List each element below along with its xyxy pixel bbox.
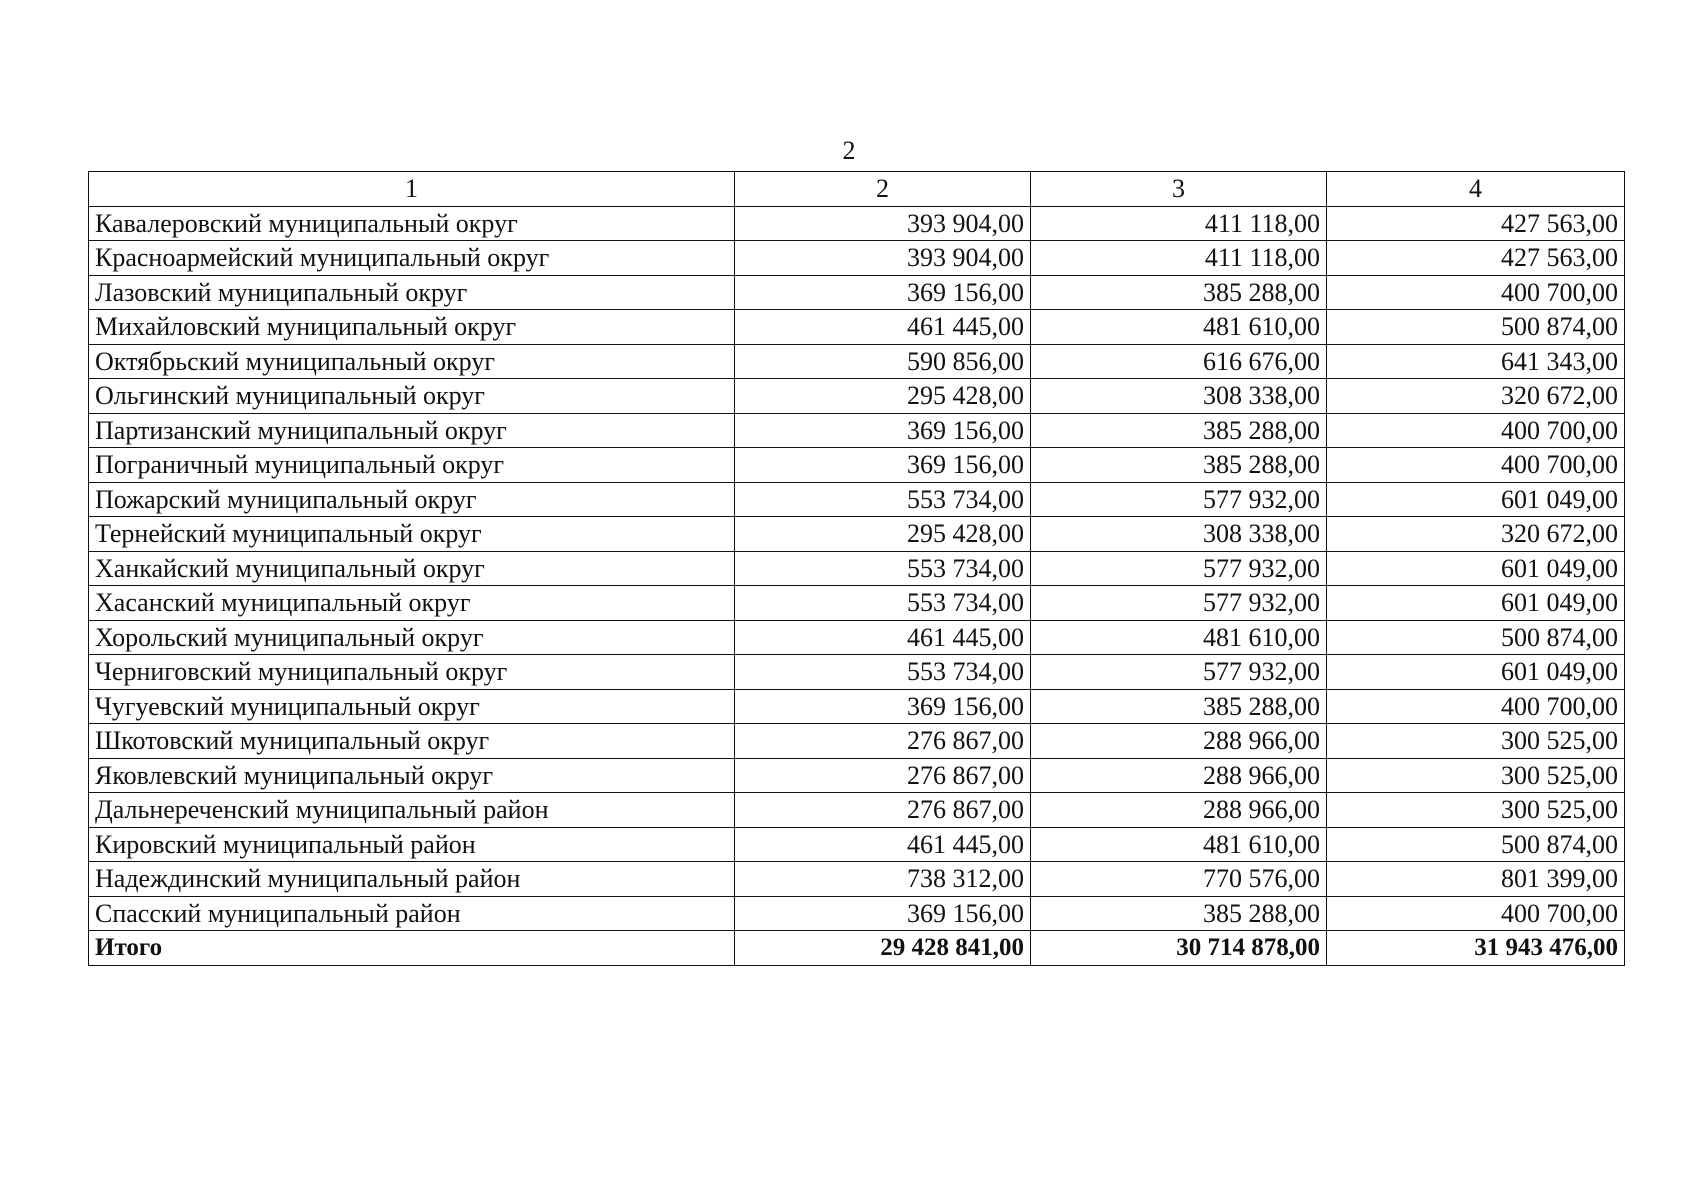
row-value-col2: 276 867,00 xyxy=(735,758,1031,793)
row-name-cell: Пожарский муниципальный округ xyxy=(89,482,735,517)
row-value-col4: 427 563,00 xyxy=(1327,206,1625,241)
table-body xyxy=(89,206,1625,965)
row-value-col2: 553 734,00 xyxy=(735,655,1031,690)
page-number: 2 xyxy=(842,136,856,165)
row-value-col3: 308 338,00 xyxy=(1031,517,1327,552)
column-header-1: 1 xyxy=(89,172,735,207)
row-name-cell: Итого xyxy=(89,931,735,966)
column-header-4: 4 xyxy=(1327,172,1625,207)
row-name-cell: Ольгинский муниципальный округ xyxy=(89,379,735,414)
total-row xyxy=(89,931,1625,966)
row-value-col2: 276 867,00 xyxy=(735,724,1031,759)
table-row xyxy=(89,827,1625,862)
table-row xyxy=(89,620,1625,655)
row-value-col3: 481 610,00 xyxy=(1031,620,1327,655)
row-value-col2: 393 904,00 xyxy=(735,241,1031,276)
row-value-col3: 577 932,00 xyxy=(1031,586,1327,621)
row-value-col4: 601 049,00 xyxy=(1327,586,1625,621)
row-name-cell: Кавалеровский муниципальный округ xyxy=(89,206,735,241)
row-name-cell: Яковлевский муниципальный округ xyxy=(89,758,735,793)
row-value-col2: 369 156,00 xyxy=(735,413,1031,448)
table-row xyxy=(89,551,1625,586)
row-name-cell: Спасский муниципальный район xyxy=(89,896,735,931)
table-row xyxy=(89,206,1625,241)
row-value-col4: 300 525,00 xyxy=(1327,724,1625,759)
table-row xyxy=(89,655,1625,690)
row-value-col3: 411 118,00 xyxy=(1031,241,1327,276)
table-row xyxy=(89,310,1625,345)
row-value-col4: 300 525,00 xyxy=(1327,758,1625,793)
table-header-row xyxy=(89,172,1625,207)
row-name-cell: Октябрьский муниципальный округ xyxy=(89,344,735,379)
row-value-col3: 616 676,00 xyxy=(1031,344,1327,379)
row-value-col2: 295 428,00 xyxy=(735,379,1031,414)
row-value-col4: 31 943 476,00 xyxy=(1327,931,1625,966)
row-value-col3: 577 932,00 xyxy=(1031,551,1327,586)
row-value-col2: 553 734,00 xyxy=(735,586,1031,621)
row-value-col2: 393 904,00 xyxy=(735,206,1031,241)
row-value-col3: 385 288,00 xyxy=(1031,448,1327,483)
table-row xyxy=(89,724,1625,759)
table-row xyxy=(89,689,1625,724)
table-row xyxy=(89,344,1625,379)
table-row xyxy=(89,241,1625,276)
row-value-col2: 553 734,00 xyxy=(735,482,1031,517)
row-value-col3: 385 288,00 xyxy=(1031,275,1327,310)
budget-table xyxy=(88,171,1625,966)
row-name-cell: Шкотовский муниципальный округ xyxy=(89,724,735,759)
row-value-col3: 577 932,00 xyxy=(1031,482,1327,517)
row-value-col4: 300 525,00 xyxy=(1327,793,1625,828)
row-value-col2: 369 156,00 xyxy=(735,896,1031,931)
row-value-col2: 369 156,00 xyxy=(735,448,1031,483)
table-row xyxy=(89,413,1625,448)
row-value-col3: 308 338,00 xyxy=(1031,379,1327,414)
row-value-col4: 427 563,00 xyxy=(1327,241,1625,276)
row-value-col3: 385 288,00 xyxy=(1031,413,1327,448)
row-name-cell: Черниговский муниципальный округ xyxy=(89,655,735,690)
row-value-col3: 288 966,00 xyxy=(1031,724,1327,759)
row-value-col4: 320 672,00 xyxy=(1327,379,1625,414)
row-value-col4: 320 672,00 xyxy=(1327,517,1625,552)
row-name-cell: Ханкайский муниципальный округ xyxy=(89,551,735,586)
column-header-3: 3 xyxy=(1031,172,1327,207)
row-value-col2: 461 445,00 xyxy=(735,827,1031,862)
row-name-cell: Дальнереченский муниципальный район xyxy=(89,793,735,828)
row-name-cell: Партизанский муниципальный округ xyxy=(89,413,735,448)
row-value-col2: 461 445,00 xyxy=(735,310,1031,345)
row-value-col3: 385 288,00 xyxy=(1031,896,1327,931)
row-name-cell: Тернейский муниципальный округ xyxy=(89,517,735,552)
row-value-col4: 400 700,00 xyxy=(1327,275,1625,310)
row-name-cell: Надеждинский муниципальный район xyxy=(89,862,735,897)
row-name-cell: Михайловский муниципальный округ xyxy=(89,310,735,345)
row-value-col4: 641 343,00 xyxy=(1327,344,1625,379)
row-value-col2: 738 312,00 xyxy=(735,862,1031,897)
row-value-col2: 369 156,00 xyxy=(735,689,1031,724)
row-value-col3: 577 932,00 xyxy=(1031,655,1327,690)
row-name-cell: Хасанский муниципальный округ xyxy=(89,586,735,621)
table-row xyxy=(89,586,1625,621)
row-value-col4: 500 874,00 xyxy=(1327,310,1625,345)
row-value-col3: 288 966,00 xyxy=(1031,793,1327,828)
table-row xyxy=(89,448,1625,483)
table-row xyxy=(89,379,1625,414)
row-value-col2: 295 428,00 xyxy=(735,517,1031,552)
row-value-col2: 276 867,00 xyxy=(735,793,1031,828)
row-name-cell: Красноармейский муниципальный округ xyxy=(89,241,735,276)
row-value-col3: 481 610,00 xyxy=(1031,827,1327,862)
row-value-col4: 500 874,00 xyxy=(1327,827,1625,862)
table-row xyxy=(89,758,1625,793)
row-value-col4: 601 049,00 xyxy=(1327,482,1625,517)
row-value-col4: 400 700,00 xyxy=(1327,413,1625,448)
row-name-cell: Кировский муниципальный район xyxy=(89,827,735,862)
row-value-col3: 385 288,00 xyxy=(1031,689,1327,724)
row-name-cell: Хорольский муниципальный округ xyxy=(89,620,735,655)
table-row xyxy=(89,793,1625,828)
row-value-col3: 481 610,00 xyxy=(1031,310,1327,345)
row-name-cell: Пограничный муниципальный округ xyxy=(89,448,735,483)
table-row xyxy=(89,896,1625,931)
row-value-col2: 29 428 841,00 xyxy=(735,931,1031,966)
row-value-col3: 288 966,00 xyxy=(1031,758,1327,793)
row-value-col4: 801 399,00 xyxy=(1327,862,1625,897)
row-name-cell: Лазовский муниципальный округ xyxy=(89,275,735,310)
table-row xyxy=(89,862,1625,897)
row-value-col4: 400 700,00 xyxy=(1327,689,1625,724)
row-value-col4: 400 700,00 xyxy=(1327,896,1625,931)
row-value-col4: 601 049,00 xyxy=(1327,551,1625,586)
row-value-col2: 461 445,00 xyxy=(735,620,1031,655)
row-name-cell: Чугуевский муниципальный округ xyxy=(89,689,735,724)
row-value-col2: 590 856,00 xyxy=(735,344,1031,379)
row-value-col3: 411 118,00 xyxy=(1031,206,1327,241)
column-header-2: 2 xyxy=(735,172,1031,207)
row-value-col4: 601 049,00 xyxy=(1327,655,1625,690)
row-value-col2: 553 734,00 xyxy=(735,551,1031,586)
table-row xyxy=(89,275,1625,310)
row-value-col2: 369 156,00 xyxy=(735,275,1031,310)
table-row xyxy=(89,482,1625,517)
row-value-col3: 30 714 878,00 xyxy=(1031,931,1327,966)
row-value-col3: 770 576,00 xyxy=(1031,862,1327,897)
row-value-col4: 500 874,00 xyxy=(1327,620,1625,655)
table-row xyxy=(89,517,1625,552)
row-value-col4: 400 700,00 xyxy=(1327,448,1625,483)
